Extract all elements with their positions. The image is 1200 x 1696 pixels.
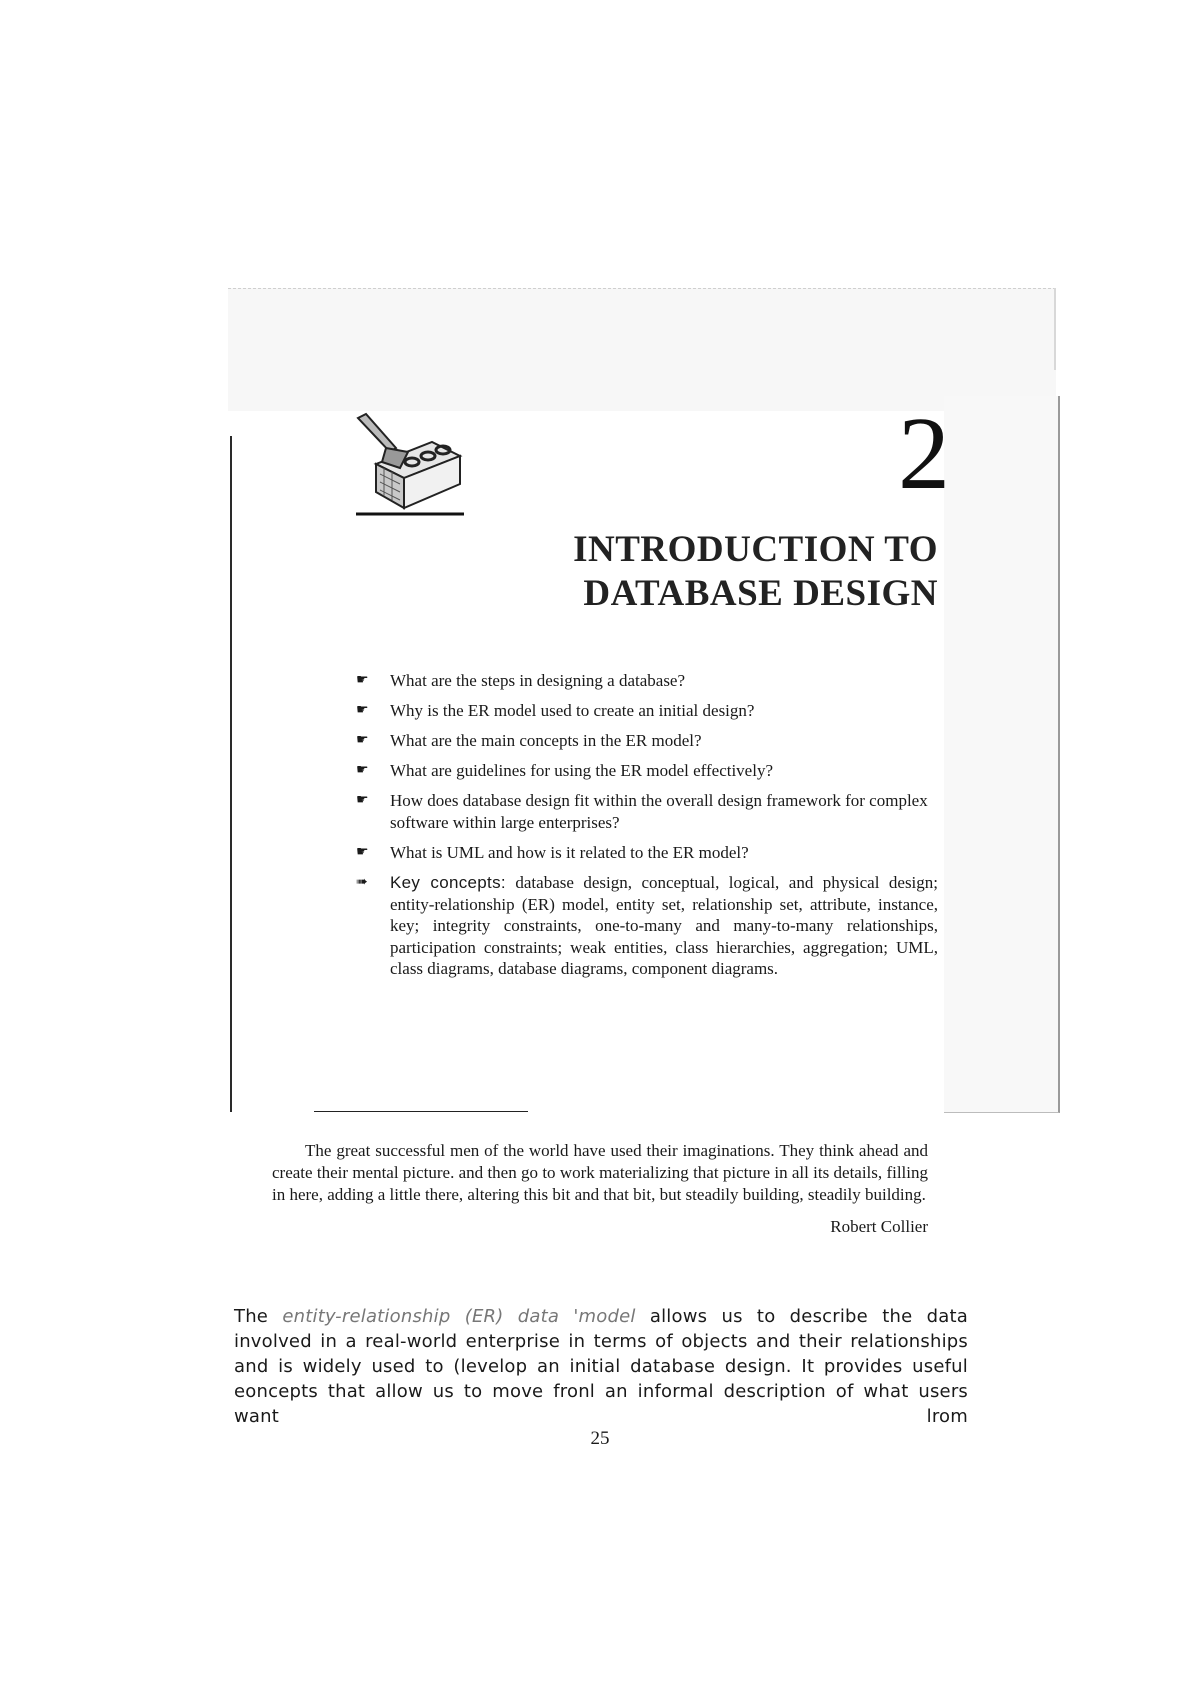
chapter-title-line: INTRODUCTION TO (573, 529, 938, 570)
list-item (356, 730, 938, 752)
chapter-number: 2 (898, 396, 950, 511)
body-term: entity-relationship (ER) data 'model (282, 1306, 636, 1327)
list-item (356, 790, 938, 834)
question-text: How does database design fit within the overall design framework for complex software within large enterprises? (390, 791, 928, 832)
trowel-brick-icon (356, 412, 468, 516)
pointing-hand-icon: ☛ (356, 703, 369, 718)
question-text: What are the steps in designing a database? (390, 671, 686, 690)
key-concepts-text (390, 872, 938, 980)
list-item (356, 872, 938, 980)
list-item (356, 700, 938, 722)
chapter-title (480, 528, 938, 616)
body-lead: The (234, 1306, 269, 1327)
scan-edge-line (1054, 288, 1056, 370)
list-item (356, 842, 938, 864)
chapter-left-rule (230, 436, 232, 1112)
quote-divider (314, 1111, 528, 1112)
pointing-hand-icon: ☛ (356, 673, 369, 688)
question-text: What are guidelines for using the ER model effectively? (390, 761, 773, 780)
key-concepts-body: database design, conceptual, logical, and physical design; entity-relationship (ER) model, entity set, relationship set, attribute, instance, key; integrity constraints, one-to-many and many-to-many relationships, participation constraints; weak entities, class hierarchies, aggregation; UML, class diagrams, database diagrams, component diagrams. (390, 873, 939, 978)
list-item (356, 760, 938, 782)
page-number: 25 (590, 1428, 610, 1449)
list-item (356, 670, 938, 692)
arrow-bullet-icon: ➠ (356, 875, 368, 890)
scan-margin-panel (944, 396, 1060, 1113)
chapter-questions-list (356, 670, 938, 988)
chapter-title-line: DATABASE DESIGN (583, 573, 938, 614)
pointing-hand-icon: ☛ (356, 763, 369, 778)
epigraph (272, 1140, 928, 1238)
scan-header-shade (228, 288, 1056, 411)
question-text: What are the main concepts in the ER model? (390, 731, 702, 750)
key-concepts-label: Key concepts: (390, 873, 506, 892)
pointing-hand-icon: ☛ (356, 733, 369, 748)
question-text: What is UML and how is it related to the ER model? (390, 843, 749, 862)
epigraph-author: Robert Collier (830, 1217, 928, 1236)
question-text: Why is the ER model used to create an initial design? (390, 701, 755, 720)
epigraph-text: The great successful men of the world have used their imaginations. They think ahead and create their mental picture. and then go to work materializing that picture in all its details, filling in here, adding a little there, altering this bit and that bit, but steadily building, steadily building. (272, 1141, 928, 1204)
body-paragraph (234, 1304, 968, 1429)
body-rest: allows us to describe the data involved in a real-world enterprise in terms of objects and their relationships and is widely used to (levelop an initial database design. It provides useful eoncepts that allow us to move fronl an informal description of what users want lrom (234, 1306, 968, 1427)
pointing-hand-icon: ☛ (356, 845, 369, 860)
pointing-hand-icon: ☛ (356, 793, 369, 808)
